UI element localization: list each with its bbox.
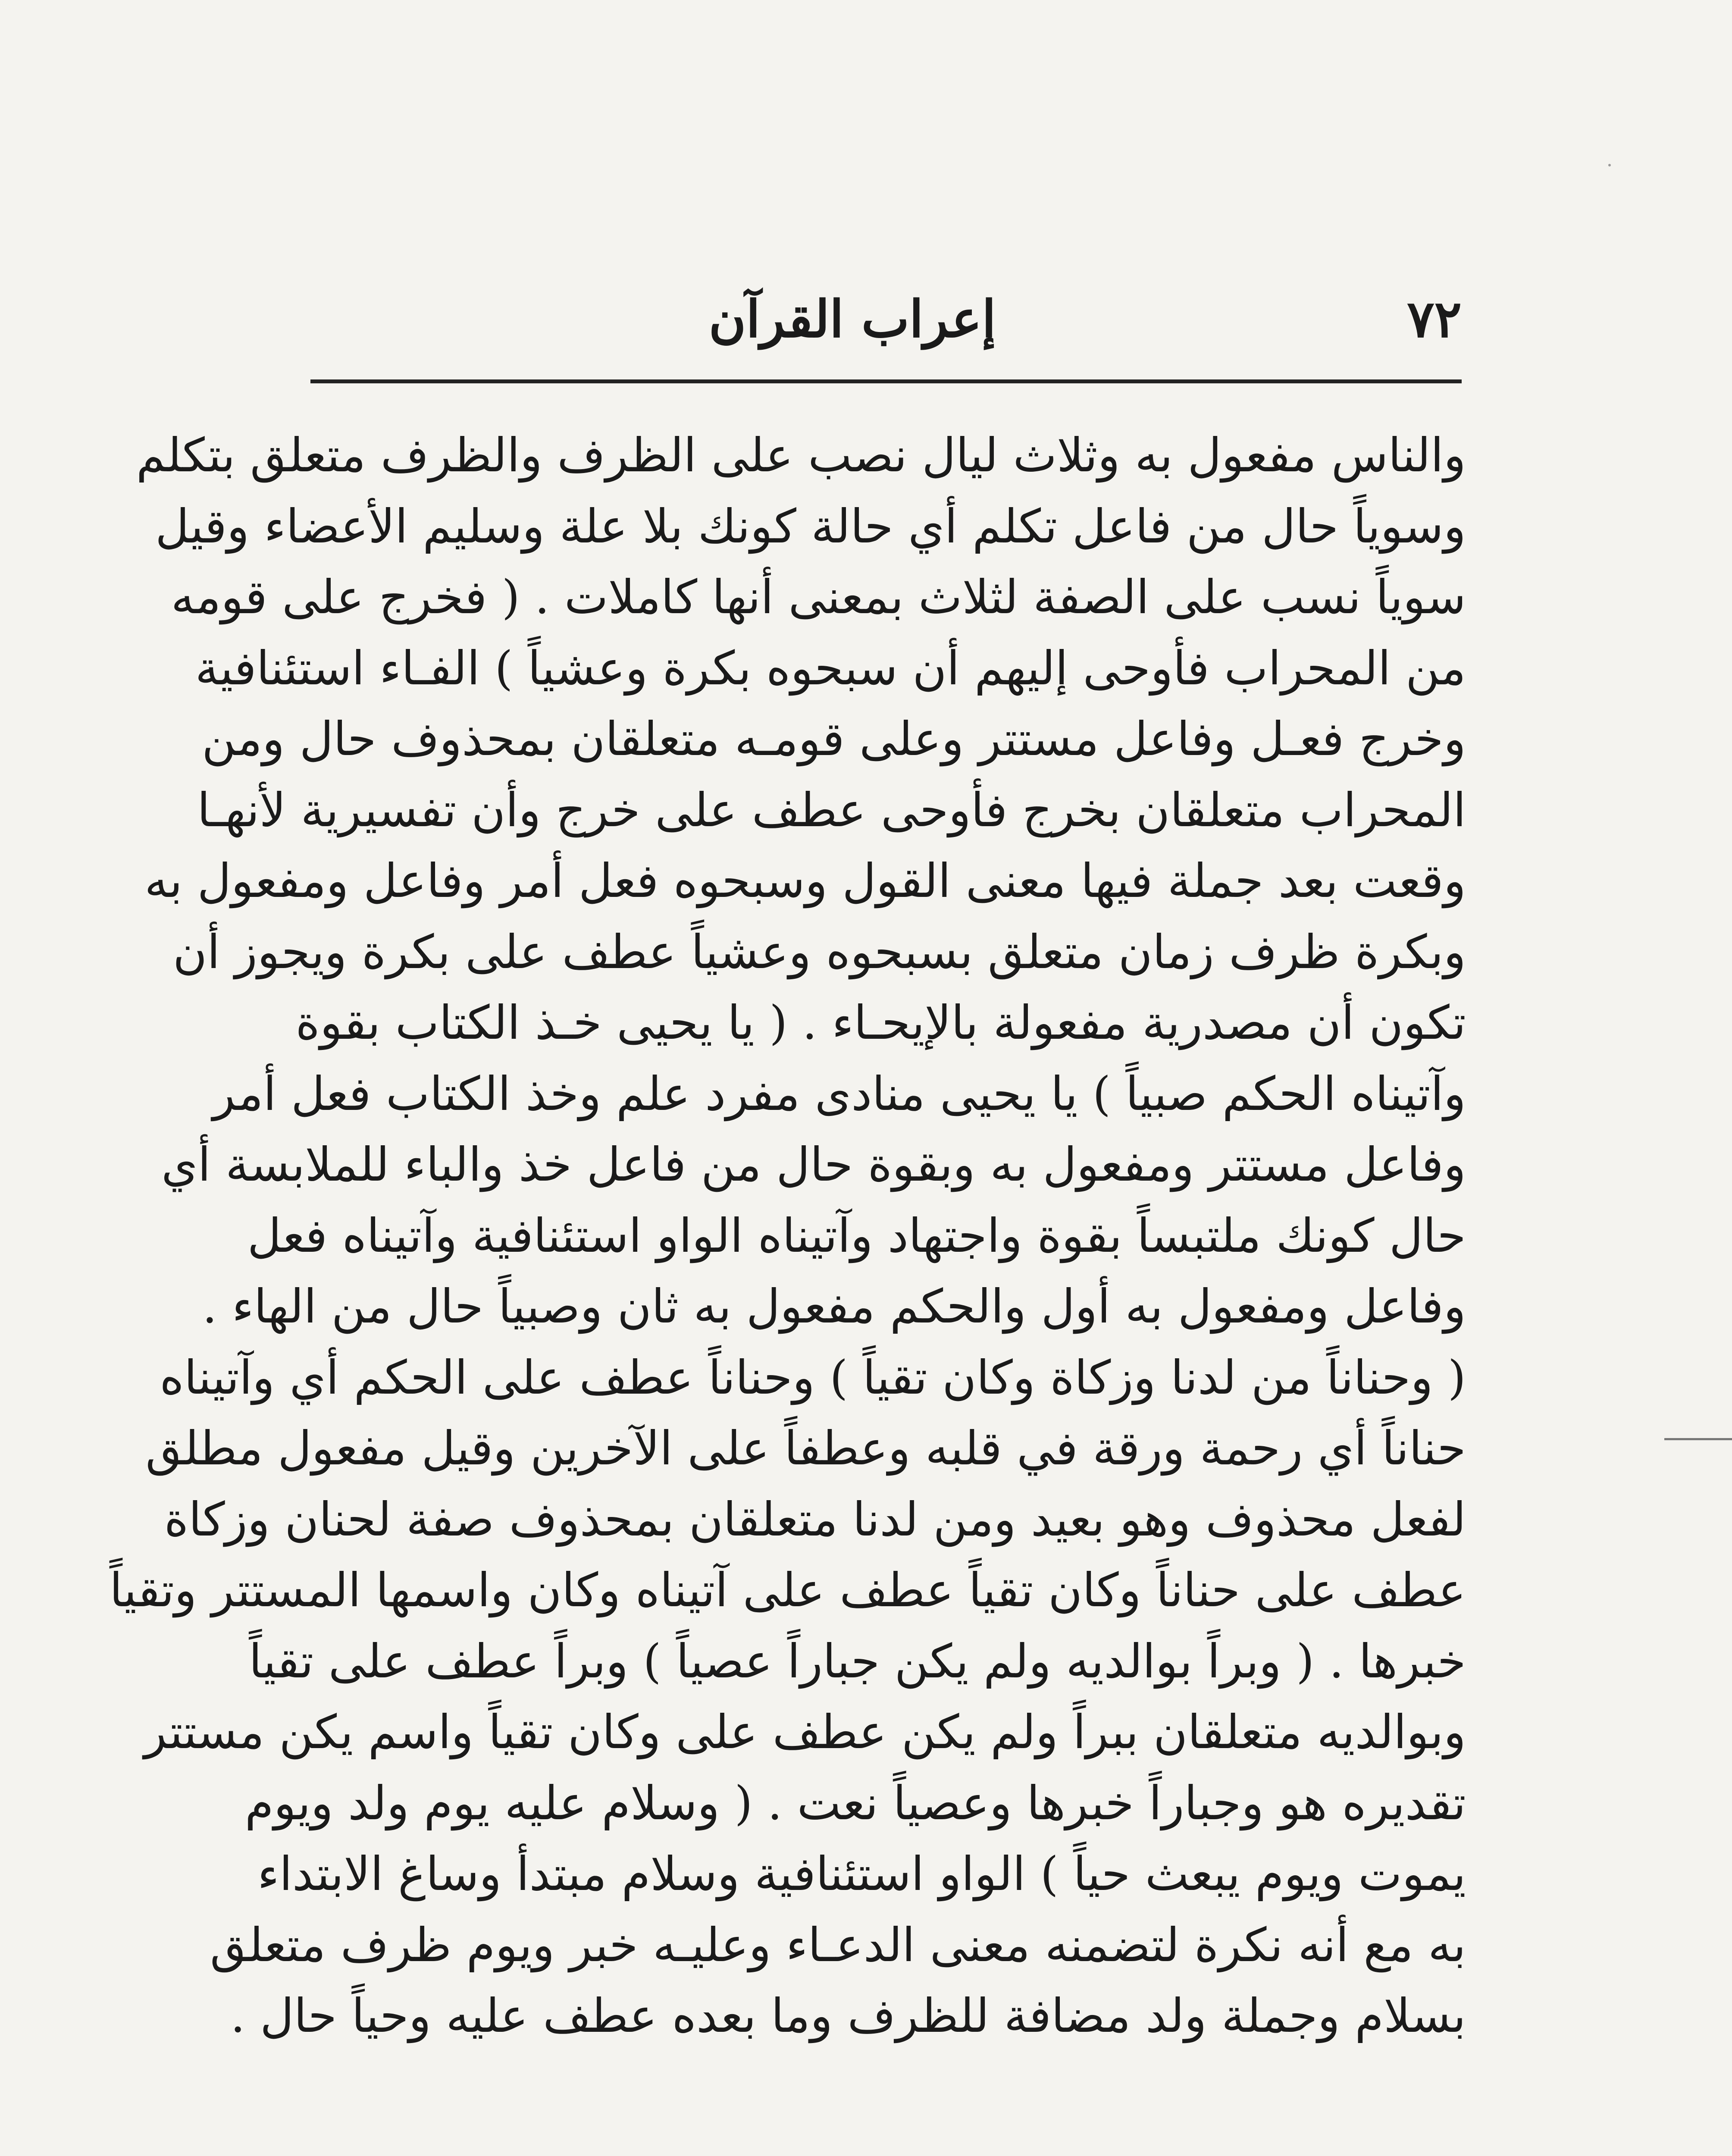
text-line: وفاعل مستتر ومفعول به وبقوة حال من فاعل خذ والباء للملابسة أي	[161, 1138, 1466, 1192]
text-line: عطف على حناناً وكان تقياً عطف على آتيناه وكان واسمها المستتر وتقياً	[109, 1564, 1466, 1617]
text-line: لفعل محذوف وهو بعيد ومن لدنا متعلقان بمحذوف صفة لحنان وزكاة	[164, 1492, 1466, 1547]
text-line: تكون أن مصدرية مفعولة بالإيحـاء . ( يا يحيى خـذ الكتاب بقوة	[295, 996, 1466, 1050]
text-line: حال كونك ملتبساً بقوة واجتهاد وآتيناه الواو استئنافية وآتيناه فعل	[247, 1209, 1466, 1263]
text-line: وآتيناه الحكم صبياً ) يا يحيى منادى مفرد علم وخذ الكتاب فعل أمر	[213, 1067, 1466, 1121]
text-line: والناس مفعول به وثلاث ليال نصب على الظرف والظرف متعلق بتكلم	[136, 429, 1466, 483]
page-header	[310, 276, 1462, 362]
text-line: وبكرة ظرف زمان متعلق بسبحوه وعشياً عطف على بكرة ويجوز أن	[172, 925, 1466, 979]
text-line: المحراب متعلقان بخرج فأوحى عطف على خرج وأن تفسيرية لأنهـا	[197, 783, 1466, 837]
text-line: وفاعل ومفعول به أول والحكم مفعول به ثان وصبياً حال من الهاء .	[202, 1280, 1466, 1334]
margin-mark	[1664, 1438, 1732, 1440]
page-number: ٧٢	[1407, 289, 1462, 349]
text-line: حناناً أي رحمة ورقة في قلبه وعطفاً على الآخرين وقيل مفعول مطلق	[145, 1422, 1466, 1476]
text-line: خبرها . ( وبراً بوالديه ولم يكن جباراً عصياً ) وبراً عطف على تقياً	[249, 1634, 1466, 1689]
text-line: وسوياً حال من فاعل تكلم أي حالة كونك بلا علة وسليم الأعضاء وقيل	[155, 499, 1466, 554]
text-line: وبوالديه متعلقان ببراً ولم يكن عطف على وكان تقياً واسم يكن مستتر	[144, 1705, 1466, 1759]
scan-speck	[1608, 164, 1611, 166]
text-line: بسلام وجملة ولد مضافة للظرف وما بعده عطف عليه وحياً حال .	[230, 1989, 1466, 2043]
text-line: تقديره هو وجباراً خبرها وعصياً نعت . ( وسلام عليه يوم ولد ويوم	[244, 1776, 1466, 1830]
header-rule	[310, 379, 1462, 383]
text-line: سوياً نسب على الصفة لثلاث بمعنى أنها كاملات . ( فخرج على قومه	[171, 570, 1466, 624]
body-text	[109, 420, 1466, 2052]
running-title: إعراب القرآن	[708, 289, 996, 349]
text-line: من المحراب فأوحى إليهم أن سبحوه بكرة وعشياً ) الفـاء استئنافية	[195, 641, 1466, 696]
text-line: به مع أنه نكرة لتضمنه معنى الدعـاء وعليـه خبر ويوم ظرف متعلق	[210, 1918, 1466, 1972]
text-line: وخرج فعـل وفاعل مستتر وعلى قومـه متعلقان بمحذوف حال ومن	[202, 712, 1466, 766]
text-line: وقعت بعد جملة فيها معنى القول وسبحوه فعل أمر وفاعل ومفعول به	[144, 854, 1466, 908]
text-line: يموت ويوم يبعث حياً ) الواو استئنافية وسلام مبتدأ وساغ الابتداء	[257, 1847, 1466, 1901]
text-line: ( وحناناً من لدنا وزكاة وكان تقياً ) وحناناً عطف على الحكم أي وآتيناه	[160, 1351, 1466, 1405]
